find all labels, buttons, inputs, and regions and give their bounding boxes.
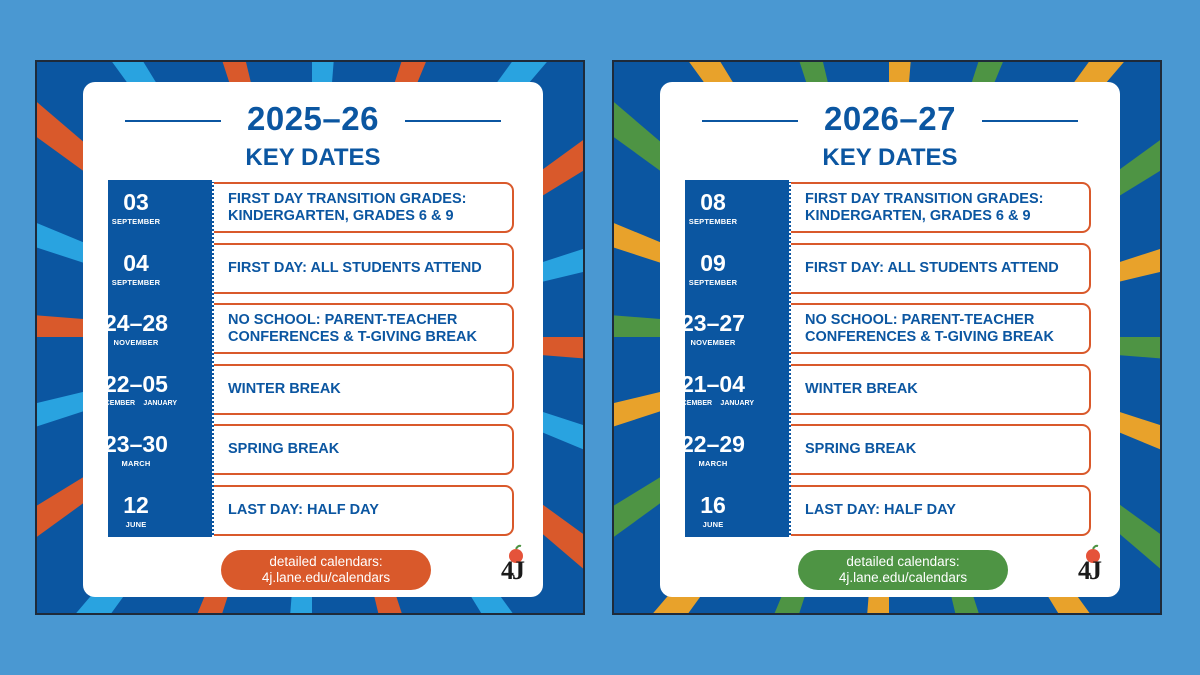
date-number: 12 bbox=[123, 491, 149, 518]
event-title: FIRST DAY: ALL STUDENTS ATTEND bbox=[228, 259, 482, 276]
date-number: 16 bbox=[700, 491, 726, 518]
event-title-line2: CONFERENCES & T-GIVING BREAK bbox=[805, 328, 1054, 345]
date-number: 22–05 bbox=[104, 370, 168, 397]
date-month: SEPTEMBER bbox=[688, 277, 738, 287]
event-title-line2: KINDERGARTEN, GRADES 6 & 9 bbox=[805, 207, 1031, 224]
date-number: 08 bbox=[700, 189, 726, 215]
4j-apple-logo bbox=[1078, 544, 1106, 590]
date-month-end: JANUARY bbox=[143, 399, 177, 407]
date-month: SEPTEMBER bbox=[111, 217, 161, 226]
date-month: SEPTEMBER bbox=[111, 277, 161, 287]
date-number: 24–28 bbox=[104, 310, 168, 336]
logo-text: 4J bbox=[501, 556, 523, 585]
calendar-panel-2026-27 bbox=[612, 60, 1162, 615]
event-box bbox=[214, 364, 514, 415]
event-title: SPRING BREAK bbox=[228, 441, 340, 457]
calendars-link-url: 4j.lane.edu/calendars bbox=[261, 570, 391, 585]
date-month: JUNE bbox=[702, 519, 724, 529]
event-title: LAST DAY: HALF DAY bbox=[228, 501, 379, 518]
date-month: MARCH bbox=[698, 459, 728, 468]
calendars-link-button[interactable] bbox=[798, 550, 1008, 590]
event-title: FIRST DAY TRANSITION GRADES: bbox=[805, 190, 1044, 207]
key-dates-heading: KEY DATES bbox=[822, 144, 958, 171]
event-title: SPRING BREAK bbox=[805, 441, 917, 457]
event-title: WINTER BREAK bbox=[805, 380, 918, 397]
event-title-line2: KINDERGARTEN, GRADES 6 & 9 bbox=[228, 207, 454, 224]
event-title: FIRST DAY TRANSITION GRADES: bbox=[228, 190, 467, 207]
4j-apple-logo bbox=[501, 544, 529, 590]
calendars-link-label: detailed calendars: bbox=[269, 554, 383, 569]
date-month-end: JANUARY bbox=[720, 399, 754, 407]
event-title-line2: CONFERENCES & T-GIVING BREAK bbox=[228, 328, 477, 345]
date-entry bbox=[660, 251, 766, 288]
event-box bbox=[214, 243, 514, 294]
date-number: 03 bbox=[123, 189, 149, 215]
date-entry bbox=[660, 311, 766, 348]
event-box bbox=[791, 182, 1091, 233]
date-entry bbox=[83, 493, 189, 530]
date-month-start: DECEMBER bbox=[672, 399, 713, 407]
event-title: WINTER BREAK bbox=[228, 380, 341, 397]
date-column bbox=[685, 180, 791, 537]
date-month: SEPTEMBER bbox=[688, 217, 738, 226]
date-entry bbox=[83, 372, 189, 409]
date-number: 09 bbox=[700, 249, 726, 276]
date-entry bbox=[83, 311, 189, 348]
calendar-panel-2025-26 bbox=[35, 60, 585, 615]
date-number: 23–30 bbox=[104, 431, 168, 457]
date-entry bbox=[83, 251, 189, 288]
event-box bbox=[214, 485, 514, 536]
date-entry bbox=[660, 372, 766, 409]
date-entry bbox=[660, 190, 766, 227]
date-entry bbox=[660, 493, 766, 530]
date-month: NOVEMBER bbox=[690, 338, 736, 347]
event-title: LAST DAY: HALF DAY bbox=[805, 501, 956, 518]
event-box bbox=[791, 303, 1091, 354]
school-year-title: 2026–27 bbox=[824, 100, 956, 137]
calendars-link-url: 4j.lane.edu/calendars bbox=[838, 570, 968, 585]
date-entry bbox=[660, 432, 766, 469]
calendars-link-label: detailed calendars: bbox=[846, 554, 960, 569]
key-dates-card bbox=[83, 82, 543, 597]
date-number: 22–29 bbox=[681, 431, 745, 457]
logo-text: 4J bbox=[1078, 556, 1100, 585]
event-box bbox=[791, 424, 1091, 475]
date-number: 21–04 bbox=[681, 370, 745, 397]
date-number: 04 bbox=[123, 249, 149, 276]
date-entry bbox=[83, 432, 189, 469]
event-title: NO SCHOOL: PARENT-TEACHER bbox=[228, 311, 458, 328]
date-month: NOVEMBER bbox=[113, 338, 159, 347]
calendars-link-button[interactable] bbox=[221, 550, 431, 590]
event-box bbox=[791, 485, 1091, 536]
date-month: JUNE bbox=[125, 519, 147, 529]
event-box bbox=[214, 303, 514, 354]
date-number: 23–27 bbox=[681, 310, 745, 336]
date-entry bbox=[83, 190, 189, 227]
event-title: NO SCHOOL: PARENT-TEACHER bbox=[805, 311, 1035, 328]
key-dates-card bbox=[660, 82, 1120, 597]
event-title: FIRST DAY: ALL STUDENTS ATTEND bbox=[805, 259, 1059, 276]
date-month-start: DECEMBER bbox=[95, 399, 136, 407]
school-year-title: 2025–26 bbox=[247, 100, 379, 137]
event-box bbox=[791, 243, 1091, 294]
event-box bbox=[214, 182, 514, 233]
key-dates-heading: KEY DATES bbox=[245, 144, 381, 171]
date-month: MARCH bbox=[121, 459, 151, 468]
event-box bbox=[214, 424, 514, 475]
date-column bbox=[108, 180, 214, 537]
event-box bbox=[791, 364, 1091, 415]
